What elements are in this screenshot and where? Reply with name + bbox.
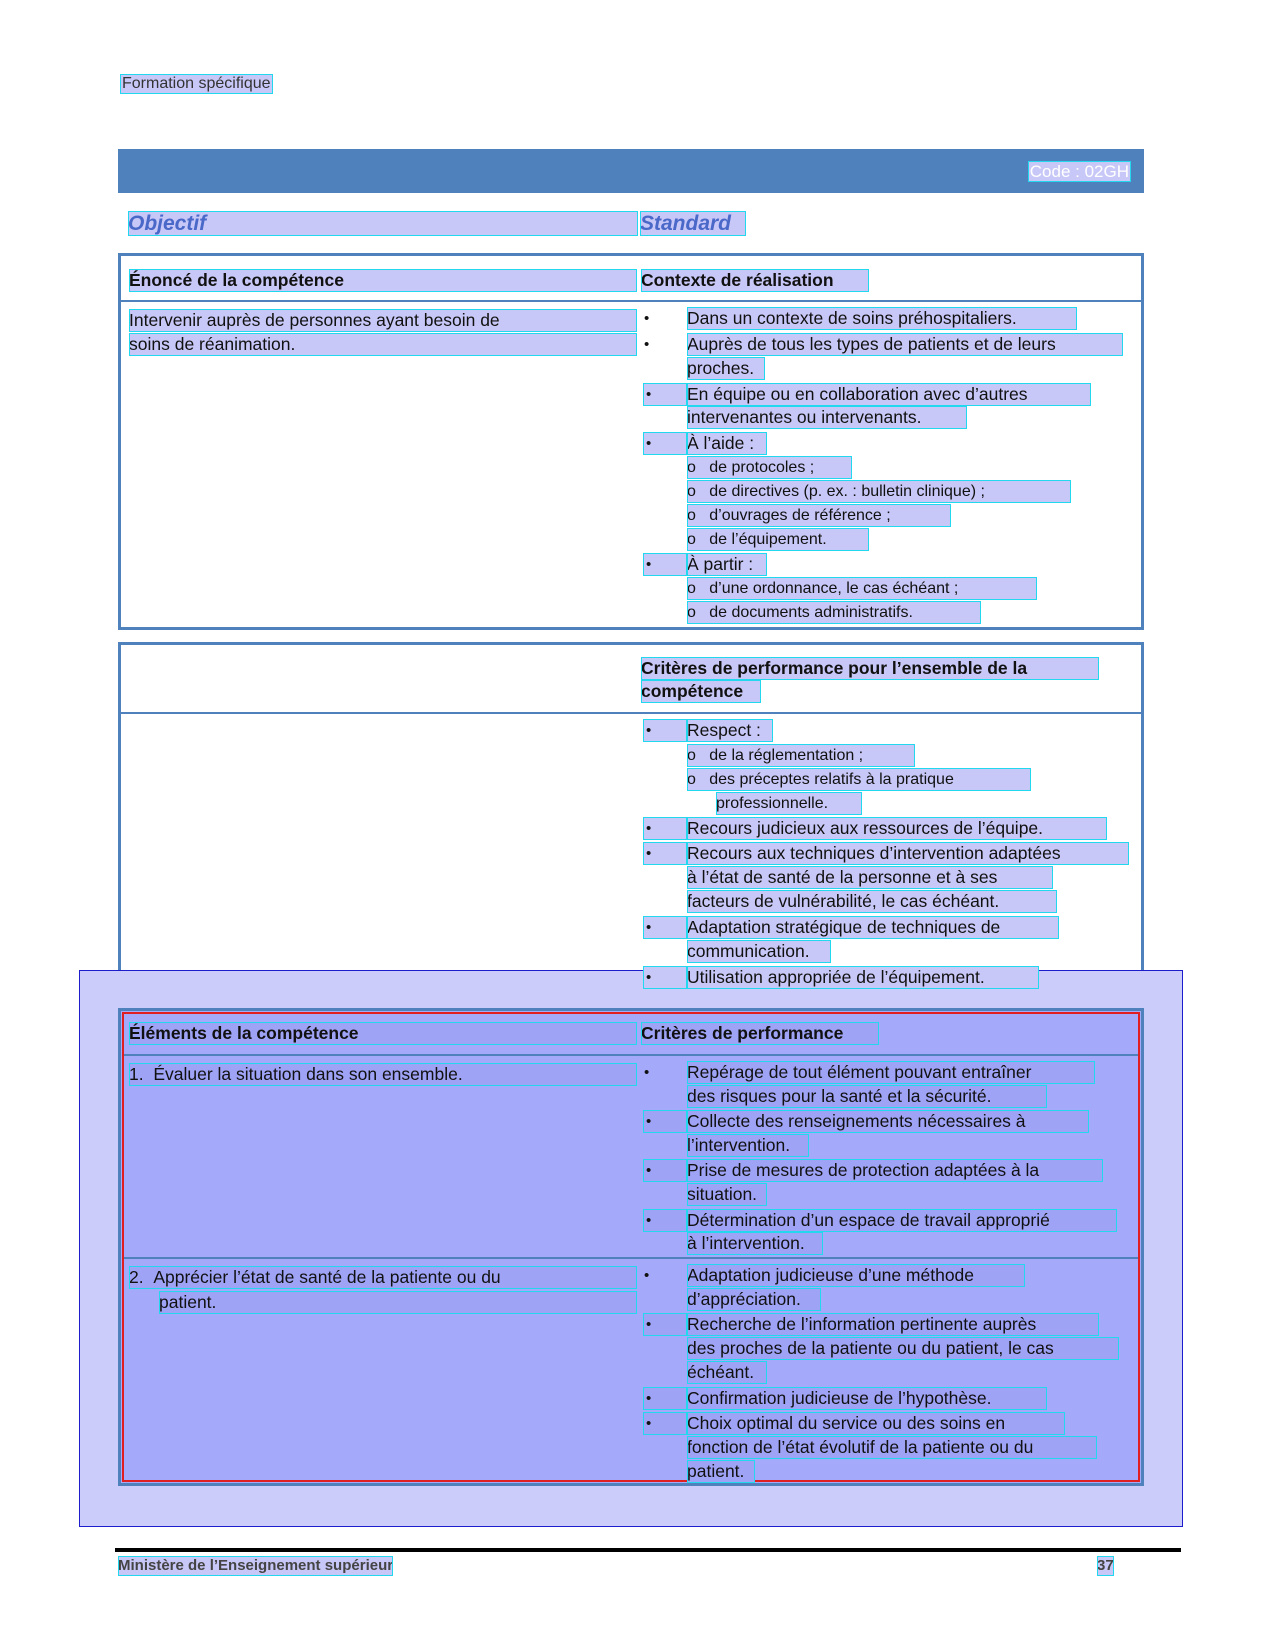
element1-criterion: Détermination d’un espace de travail approprié (687, 1209, 1117, 1232)
contexte-item: Dans un contexte de soins préhospitaliers. (687, 307, 1077, 330)
element-number: 1. (129, 1064, 144, 1084)
element2-criterion: d’appréciation. (687, 1288, 821, 1311)
page-header-title: Formation spécifique (122, 75, 271, 92)
element2-criterion: des proches de la patiente ou du patient, le cas (687, 1337, 1119, 1360)
sub-bullet-icon: o (687, 604, 696, 621)
contexte-subitem (687, 577, 1037, 600)
sub-bullet-icon: o (687, 580, 696, 597)
code-label: Code : 02GH (1029, 162, 1129, 181)
contexte-item: Auprès de tous les types de patients et de leurs (687, 333, 1123, 356)
bullet-icon: • (643, 383, 687, 406)
criteres-subitem-text: de la réglementation ; (709, 747, 864, 764)
criteres-item: Recours aux techniques d’intervention adaptées (687, 842, 1129, 865)
sub-bullet-icon: o (687, 771, 696, 788)
enonce-line: soins de réanimation. (129, 333, 637, 356)
footer-ministry: Ministère de l’Enseignement supérieur (118, 1557, 394, 1574)
bullet-icon: • (643, 719, 687, 742)
element1-criterion: Prise de mesures de protection adaptées à la (687, 1159, 1103, 1182)
element2-criterion: fonction de l’état évolutif de la patiente ou du (687, 1436, 1097, 1459)
contexte-subitem-text: de l’équipement. (709, 531, 827, 548)
element2-criterion: Confirmation judicieuse de l’hypothèse. (687, 1387, 1047, 1410)
criteres-item: facteurs de vulnérabilité, le cas échéant. (687, 890, 1057, 913)
bullet-icon: • (644, 1267, 650, 1284)
element2-criterion: échéant. (687, 1361, 767, 1384)
footer-page-number: 37 (1097, 1557, 1114, 1574)
elements-heading: Éléments de la compétence (129, 1022, 637, 1045)
criteres-heading: compétence (641, 680, 761, 703)
contexte-subitem-text: de directives (p. ex. : bulletin clinique) ; (709, 483, 985, 500)
bullet-icon: • (644, 310, 650, 327)
contexte-subitem (687, 504, 951, 527)
contexte-item: À partir : (687, 553, 767, 576)
criteres-subitem-cont: professionnelle. (716, 792, 862, 815)
contexte-subitem-text: d’une ordonnance, le cas échéant ; (709, 580, 959, 597)
element1-criterion: Repérage de tout élément pouvant entraîner (687, 1061, 1095, 1084)
element-text: Évaluer la situation dans son ensemble. (153, 1064, 463, 1084)
bullet-icon: • (643, 916, 687, 939)
bullet-icon: • (643, 842, 687, 865)
contexte-subitem-text: de protocoles ; (709, 459, 815, 476)
sub-bullet-icon: o (687, 747, 696, 764)
element-number: 2. (129, 1267, 144, 1287)
contexte-item: À l’aide : (687, 432, 767, 455)
criteres-item: communication. (687, 940, 831, 963)
enonce-heading: Énoncé de la compétence (129, 269, 637, 292)
criteres-subitem-text: des préceptes relatifs à la pratique (709, 771, 954, 788)
contexte-item: En équipe ou en collaboration avec d’autres (687, 383, 1091, 406)
element2-criterion: Adaptation judicieuse d’une méthode (687, 1264, 1025, 1287)
bullet-icon: • (643, 432, 687, 455)
contexte-subitem (687, 480, 1071, 503)
divider (124, 1054, 1138, 1056)
sub-bullet-icon: o (687, 459, 696, 476)
contexte-item: intervenantes ou intervenants. (687, 406, 967, 429)
contexte-heading: Contexte de réalisation (641, 269, 869, 292)
bullet-icon: • (643, 1159, 687, 1182)
criteres-subitem (687, 768, 1031, 791)
divider (121, 300, 1141, 302)
bullet-icon: • (643, 817, 687, 840)
element-2 (129, 1266, 637, 1289)
bullet-icon: • (644, 336, 650, 353)
criteres-item: à l’état de santé de la personne et à ses (687, 866, 1053, 889)
element-1 (129, 1063, 637, 1086)
contexte-item: proches. (687, 357, 765, 380)
contexte-subitem-text: d’ouvrages de référence ; (709, 507, 891, 524)
criteres-perf-heading: Critères de performance (641, 1022, 879, 1045)
bullet-icon: • (643, 1313, 687, 1336)
contexte-subitem (687, 528, 869, 551)
bullet-icon: • (643, 1110, 687, 1133)
element1-criterion: situation. (687, 1183, 767, 1206)
objectif-label: Objectif (128, 211, 638, 236)
bullet-icon: • (643, 553, 687, 576)
contexte-subitem (687, 456, 852, 479)
enonce-line: Intervenir auprès de personnes ayant besoin de (129, 309, 637, 332)
footer-rule (115, 1548, 1181, 1552)
element2-criterion: Recherche de l’information pertinente auprès (687, 1313, 1099, 1336)
contexte-subitem (687, 601, 981, 624)
bullet-icon: • (643, 1209, 687, 1232)
element1-criterion: à l’intervention. (687, 1232, 823, 1255)
element-text: Apprécier l’état de santé de la patiente ou du (153, 1267, 501, 1287)
element1-criterion: Collecte des renseignements nécessaires à (687, 1110, 1089, 1133)
criteres-item: Utilisation appropriée de l’équipement. (687, 966, 1039, 989)
contexte-subitem-text: de documents administratifs. (709, 604, 913, 621)
bullet-icon: • (643, 1387, 687, 1410)
element1-criterion: l’intervention. (687, 1134, 809, 1157)
bullet-icon: • (643, 966, 687, 989)
criteres-item: Recours judicieux aux ressources de l’équipe. (687, 817, 1107, 840)
element1-criterion: des risques pour la santé et la sécurité. (687, 1085, 1047, 1108)
element2-criterion: Choix optimal du service ou des soins en (687, 1412, 1065, 1435)
element2-criterion: patient. (687, 1460, 755, 1483)
element-2-cont: patient. (159, 1291, 637, 1314)
code-bar (118, 149, 1144, 193)
sub-bullet-icon: o (687, 531, 696, 548)
bullet-icon: • (643, 1412, 687, 1435)
sub-bullet-icon: o (687, 483, 696, 500)
criteres-item: Respect : (687, 719, 773, 742)
criteres-subitem (687, 744, 915, 767)
criteres-item: Adaptation stratégique de techniques de (687, 916, 1059, 939)
bullet-icon: • (644, 1064, 650, 1081)
criteres-heading: Critères de performance pour l’ensemble de la (641, 657, 1099, 680)
divider (121, 712, 1141, 714)
divider (124, 1257, 1138, 1259)
standard-label: Standard (640, 211, 746, 236)
sub-bullet-icon: o (687, 507, 696, 524)
